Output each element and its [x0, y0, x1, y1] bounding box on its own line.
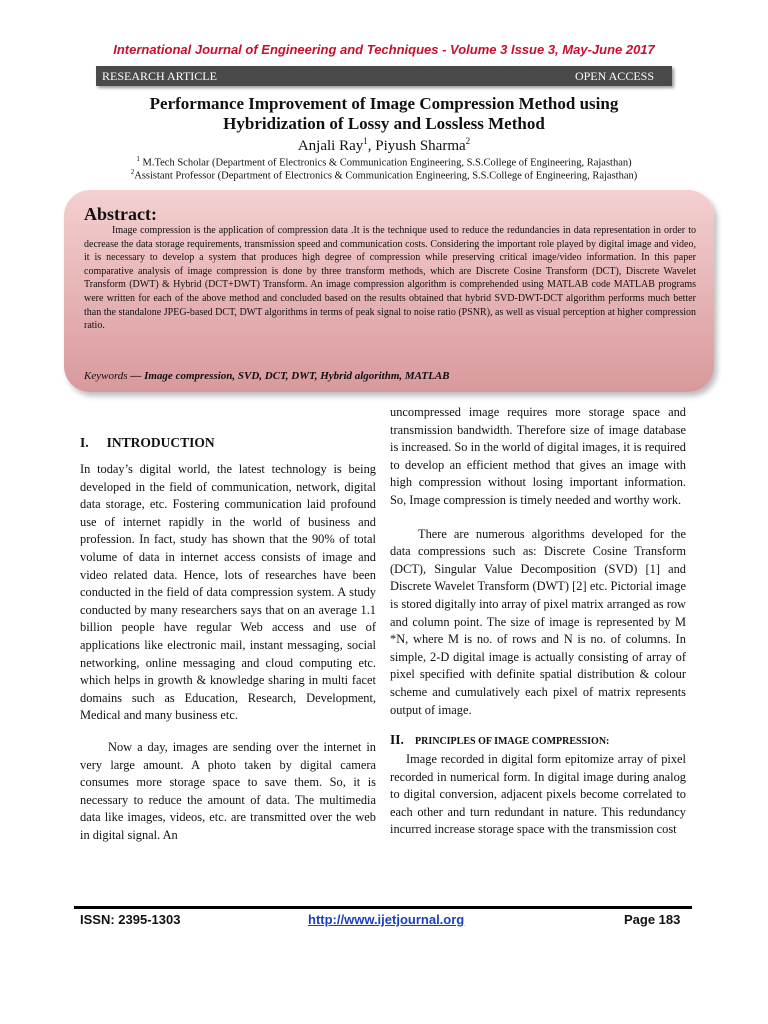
abstract-text [84, 224, 696, 333]
aff-1-sup: 1 [136, 155, 140, 163]
keywords-dash: — [127, 370, 145, 382]
authors [60, 136, 708, 155]
author-2: Piyush Sharma [375, 138, 466, 154]
right-column [390, 404, 686, 839]
affiliation-1 [40, 155, 728, 169]
section-2-heading [390, 731, 686, 751]
keywords-line [84, 370, 704, 382]
title-line-2: Hybridization of Lossy and Lossless Method [223, 114, 545, 133]
paper-title [60, 94, 708, 134]
left-column [80, 461, 376, 844]
author-separator: , [367, 138, 376, 154]
aff-2-sup: 2 [130, 168, 135, 176]
affiliation-2 [40, 168, 728, 182]
author-1-sup: 1 [363, 136, 368, 146]
abstract-body: Image compression is the application of compression data .It is the technique used to reduce the redundancies in data representation in order to decrease the data storage requirements, transmission speed and communication costs. Considering the important role played by digital image and video, it is necessary to develop a system that produces high degree of compression while preserving critical image/video information. In this paper comparative analysis of image compression is done by three transform methods, which are Discrete Cosine Transform (DCT), Discrete Wavelet Transform (DWT) & Hybrid (DCT+DWT) Transform. An image compression algorithm is comprehended using MATLAB code MATLAB programs were written for each of the above method and concluded based on the results obtained that hybrid SVD-DWT-DCT algorithm performs much better than the standalone JPEG-based DCT, DWT algorithms in terms of peak signal to noise ratio (PSNR), as well as visual perception at higher compression ratio. [84, 225, 696, 332]
aff-2-text: Assistant Professor (Department of Electronics & Communication Engineering, S.S.College of Engineering, Rajasthan) [134, 170, 638, 182]
footer-journal-link[interactable]: http://www.ijetjournal.org [308, 912, 465, 927]
footer-page-number: Page 183 [624, 912, 681, 927]
section-1-heading [80, 434, 380, 452]
author-2-sup: 2 [465, 136, 471, 146]
aff-1-text: M.Tech Scholar (Department of Electronics & Communication Engineering, S.S.College of Engineering, Rajasthan) [139, 157, 632, 169]
article-type-label: RESEARCH ARTICLE [102, 69, 217, 83]
right-paragraph-3: Image recorded in digital form epitomize array of pixel recorded in numerical form. In digital image during analog to digital conversion, adjacent pixels become correlated to each other and turn redundant in nature. This redundancy incurred increase storage space with the transmission cost [390, 752, 686, 837]
open-access-label: OPEN ACCESS [574, 69, 654, 83]
section-1-number: I. [80, 435, 89, 450]
article-type-bar [96, 66, 672, 86]
journal-header: International Journal of Engineering and Techniques - Volume 3 Issue 3, May-June 2017 [113, 42, 655, 57]
keywords-label: Keywords [84, 370, 128, 382]
right-paragraph-1: uncompressed image requires more storage space and transmission bandwidth. Therefore size of image database is increased. So in the world of digital images, it is required to develop an efficient method that gives an image with high compression without losing important information. So, Image compression is timely needed and worthy work. [390, 405, 686, 507]
footer-issn: ISSN: 2395-1303 [80, 912, 181, 927]
keywords-list: Image compression, SVD, DCT, DWT, Hybrid algorithm, MATLAB [144, 370, 450, 382]
right-paragraph-2: There are numerous algorithms developed for the data compressions such as: Discrete Cosine Transform (DCT), Singular Value Decomposition (SVD) [1] and Discrete Wavelet Transform (DWT) [2] etc. Pictorial image is stored digitally into array of pixel matrix arranged as row and column point. The size of image is represented by M *N, where M is no. of rows and N is no. of columns. In simple, 2-D digital image is actually consisting of array of pixel specified with definite spatial distribution & colour scheme and cumulatively each pixel of matrix represents output of image. [390, 526, 686, 717]
abstract-heading: Abstract: [84, 204, 157, 224]
title-line-1: Performance Improvement of Image Compression Method using [149, 94, 619, 113]
author-1: Anjali Ray [297, 138, 364, 154]
left-paragraph-2: Now a day, images are sending over the internet in very large amount. A photo taken by digital camera consumes more storage space to save them. So, it is necessary to reduce the amount of data. The multimedia data like images, videos, etc. are transmitted over the web in digital signal. An [80, 739, 376, 842]
section-2-title: PRINCIPLES OF IMAGE COMPRESSION: [415, 736, 610, 748]
footer-divider [74, 906, 692, 909]
left-paragraph-1: In today’s digital world, the latest technology is being developed in the field of communication, network, digital data storage, etc. Fostering communication laid profound use of internet rapidly in the world of business and profession. In fact, study has shown that the 90% of total volume of data in internet access consists of image and video related data. Hence, lots of researches have been conducted in the field of data compression system. A study conducted by many researchers says that on an average 1.1 billion people have regular Web access and use of applications like electronic mail, instant messaging, social networking, online messaging and cloud computing etc. which helps in growth & knowledge sharing in multi facet domains such as Education, Research, Development, Medical and many business etc. [80, 462, 376, 723]
section-1-title: INTRODUCTION [106, 435, 215, 450]
section-2-number: II. [390, 732, 404, 748]
